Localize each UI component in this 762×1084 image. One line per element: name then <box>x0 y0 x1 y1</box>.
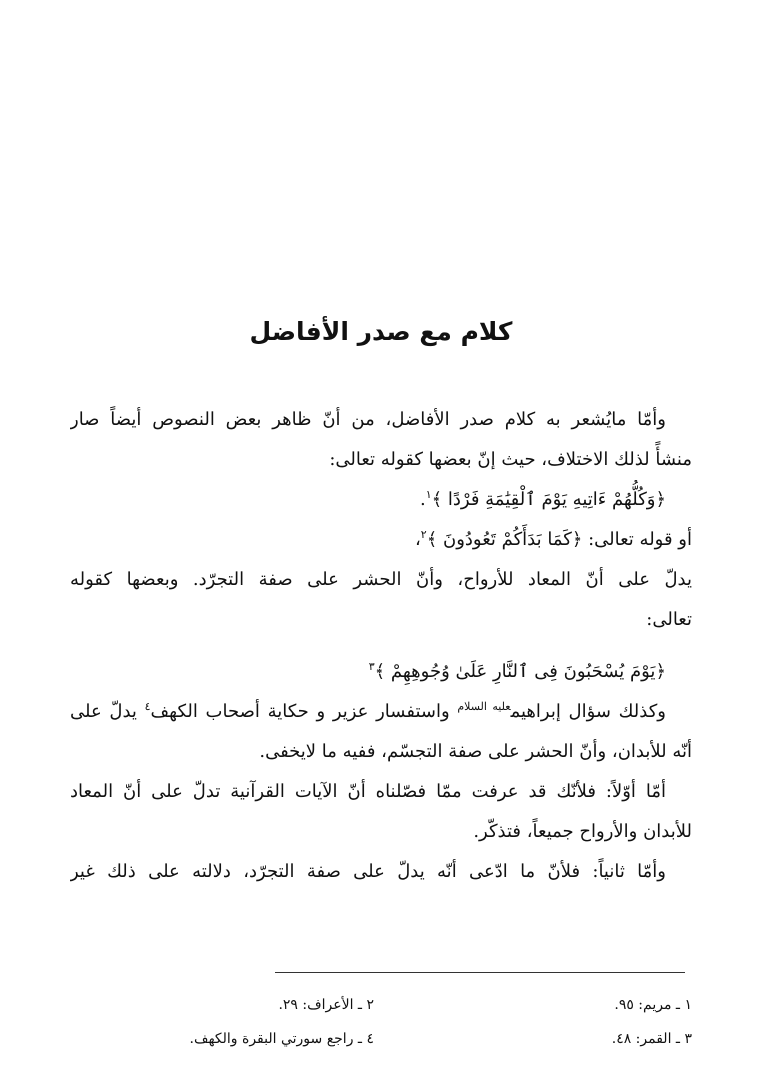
footnote-ref: ٢ <box>420 528 427 541</box>
verse-text: ﴿يَوْمَ يُسْحَبُونَ فِى ٱلنَّارِ عَلَىٰ وُجُوهِهِمْ ﴾ <box>374 661 666 682</box>
paragraph-line: أمّا أوّلاً: فلأنّك قد عرفت ممّا فصّلناه أنّ الآيات القرآنية تدلّ على أنّ المعاد <box>70 781 666 802</box>
line-segment: يدلّ على <box>70 701 137 722</box>
paragraph-line: وأمّا مايُشعر به كلام صدر الأفاضل، من أنّ ظاهر بعض النصوص أيضاً صار <box>70 409 666 430</box>
quran-verse-line <box>70 520 692 560</box>
quran-verse <box>70 652 692 692</box>
footnote-item: ١ ـ مريم: ٩٥. <box>614 997 692 1013</box>
honorific-symbol: عليه السلام <box>457 700 511 713</box>
paragraph-line: منشأً لذلك الاختلاف، حيث إنّ بعضها كقوله تعالى: <box>329 449 692 470</box>
paragraph-line: تعالى: <box>646 609 692 630</box>
verse-text: ﴿وَكُلُّهُمْ ءَاتِيهِ يَوْمَ ٱلْقِيَٰمَةِ فَرْدًا ﴾ <box>431 489 666 510</box>
footnote-row <box>150 1022 692 1056</box>
section-heading: كلام مع صدر الأفاضل <box>249 317 513 346</box>
footnote-item: ٤ ـ راجع سورتي البقرة والكهف. <box>189 1031 374 1047</box>
punctuation: ، <box>414 529 421 550</box>
footnote-item: ٣ ـ القمر: ٤٨. <box>611 1031 692 1047</box>
punctuation: . <box>419 489 426 510</box>
line-segment: واستفسار عزير و حكاية أصحاب الكهف <box>150 701 450 722</box>
line-segment: وكذلك سؤال إبراهيم <box>510 701 667 722</box>
footnote-ref: ٤ <box>144 700 151 713</box>
paragraph-line: أنّه للأبدان، وأنّ الحشر على صفة التجسّم، ففيه ما لايخفى. <box>259 741 692 762</box>
paragraph-line: وأمّا ثانياً: فلأنّ ما ادّعى أنّه يدلّ على صفة التجرّد، دلالته على ذلك غير <box>70 861 666 882</box>
footnote-item: ٢ ـ الأعراف: ٢٩. <box>278 997 374 1013</box>
body-text <box>70 400 692 892</box>
paragraph-line <box>70 692 692 732</box>
paragraph-line: للأبدان والأرواح جميعاً، فتذكّر. <box>473 821 692 842</box>
footnotes <box>150 988 692 1056</box>
footnote-ref: ١ <box>425 488 432 501</box>
quran-verse <box>70 480 692 520</box>
paragraph-line: يدلّ على أنّ المعاد للأرواح، وأنّ الحشر على صفة التجرّد. وبعضها كقوله <box>70 569 692 590</box>
footnote-row <box>150 988 692 1022</box>
footnote-ref: ٣ <box>368 660 375 673</box>
footnote-divider <box>275 972 685 973</box>
verse-text: أو قوله تعالى: ﴿كَمَا بَدَأَكُمْ تَعُودُونَ ﴾ <box>426 529 692 550</box>
